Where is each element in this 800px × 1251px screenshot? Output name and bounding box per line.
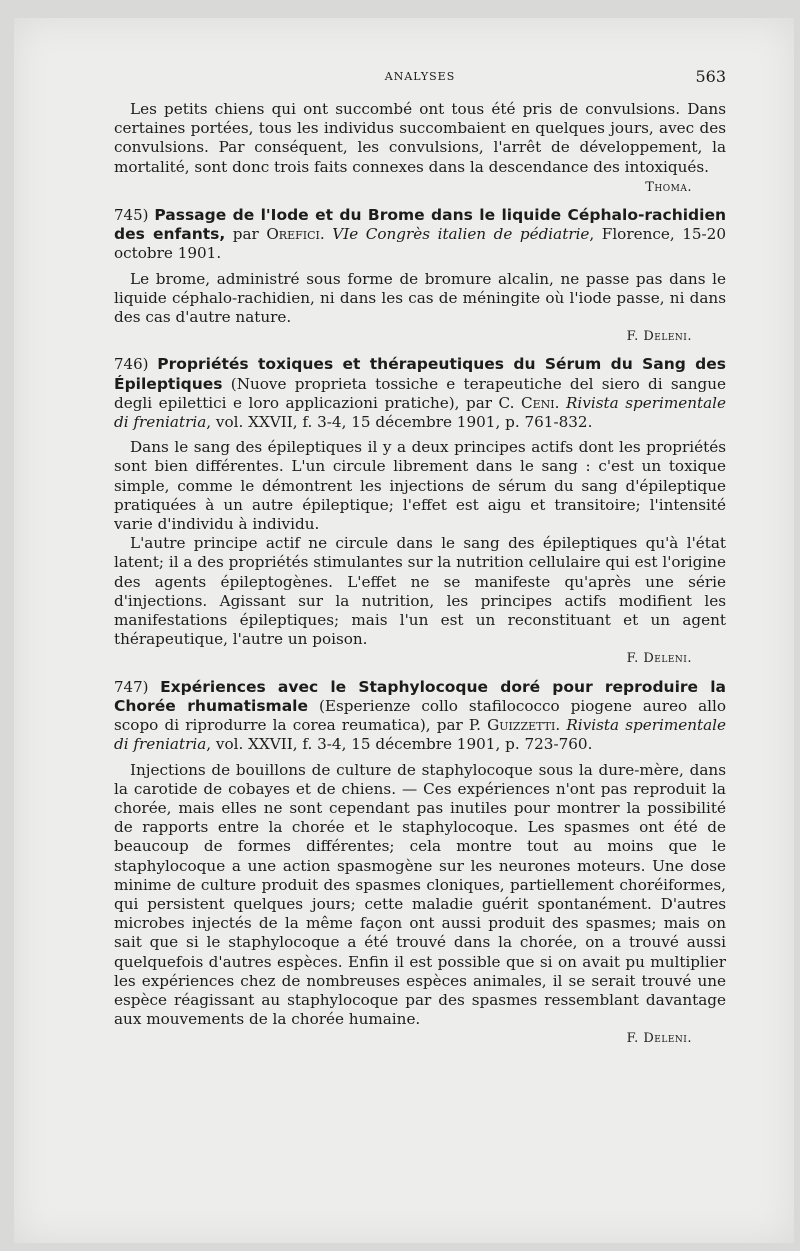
entry-title: Expériences avec le Staphylocoque doré pour reproduire la Chorée rhumatismale: [114, 677, 726, 715]
entry-746: [114, 355, 726, 668]
entry-author: Ceni: [521, 393, 555, 412]
entry-number: 745): [114, 206, 149, 225]
entry-ref-suffix: , vol. XXVII, f. 3-4, 15 décembre 1901, p. 723-760.: [206, 735, 593, 754]
entry-number: 747): [114, 677, 149, 696]
entry-ref-sep: .: [555, 716, 567, 735]
intro-signature: Thoma.: [645, 179, 692, 195]
entry-745: [114, 206, 726, 346]
entry-paragraph: Injections de bouillons de culture de staphylocoque sous la dure-mère, dans la carotide de cobayes et de chiens. — Ces expériences n'ont pas reproduit la chorée, mais elles ne sont cependant pas inutiles pour montrer la possibilité de rapports entre la chorée et le staphylocoque. Les spasmes ont été de beaucoup de formes différentes; cela montre tout au moins que le staphylocoque a une action spasmogène sur les neurones moteurs. Une dose minime de culture produit des spasmes cloniques, partiellement choréiformes, qui persistent quelques jours; cette maladie guérit spontanément. D'autres microbes injectés de la même façon ont aussi produit des spasmes; mais on sait que si le staphylocoque a été trouvé dans la chorée, on a trouvé aussi quelquefois d'autres espèces. Enfin il est possible que si on avait pu multiplier les expériences chez de nombreuses espèces animales, il se serait trouvé une espèce réagissant au staphylocoque par des spasmes ressemblant davantage aux mouvements de la chorée humaine.: [114, 760, 726, 1029]
entry-ref-suffix: , Florence, 15-20 octobre 1901.: [114, 225, 726, 263]
entry-ref-prefix: par: [225, 225, 267, 244]
entry-ref-sep: .: [554, 393, 566, 412]
entry-ref-prefix: (Nuove proprieta tossiche e terapeutiche del siero di sangue degli epilettici e loro applicazioni pratiche), par C.: [114, 374, 726, 412]
entry-paragraph: Dans le sang des épileptiques il y a deux principes actifs dont les propriétés sont bien différentes. L'un circule librement dans le sang : c'est un toxique simple, comme le démontrent les injections de sérum du sang d'épileptique pratiquées à un autre épileptique; l'effet est aigu et transitoire; l'intensité varie d'individu à individu.: [114, 438, 726, 534]
entry-747: [114, 678, 726, 1049]
entry-journal: VIe Congrès italien de pédiatrie: [332, 225, 590, 244]
signature-text: F. Deleni.: [626, 329, 692, 345]
page-content: [114, 100, 726, 1049]
entry-journal: Rivista sperimentale di freniatria: [114, 393, 726, 432]
page-number: 563: [695, 67, 726, 86]
entry-journal: Rivista sperimentale di freniatria: [114, 716, 726, 754]
signature-text: F. Deleni.: [626, 1031, 692, 1047]
entry-paragraph: L'autre principe actif ne circule dans le sang des épileptiques qu'à l'état latent; il a des propriétés stimulantes sur la nutrition cellulaire qui est l'origine des agents épileptogènes. L'effet ne se manifeste qu'après une série d'injections. Agissant sur la nutrition, les principes actifs modifient les manifestations épileptiques; mais l'un est un reconstituant et un agent thérapeutique, l'autre un poison.: [114, 534, 726, 649]
signature-text: F. Deleni.: [626, 651, 692, 667]
entry-heading: [114, 355, 726, 432]
entry-paragraph: Le brome, administré sous forme de bromure alcalin, ne passe pas dans le liquide céphalo-rachidien, ni dans les cas de méningite où l'iode passe, ni dans des cas d'autre nature.: [114, 269, 726, 327]
entry-heading: [114, 206, 726, 264]
entry-ref-prefix: (Esperienze collo stafilococco piogene aureo allo scopo di riprodurre la corea reumatica), par P.: [114, 696, 726, 735]
page: [14, 18, 794, 1243]
page-header: [114, 67, 726, 92]
entry-author: Orefici: [266, 225, 320, 244]
entry-ref-suffix: , vol. XXVII, f. 3-4, 15 décembre 1901, p. 761-832.: [206, 413, 593, 432]
entry-signature: [114, 327, 726, 346]
running-head: ANALYSES: [384, 70, 456, 83]
entry-number: 746): [114, 355, 149, 374]
entry-heading: [114, 678, 726, 755]
entry-title: Propriétés toxiques et thérapeutiques du Sérum du Sang des Épileptiques: [114, 355, 727, 393]
entry-signature: [114, 649, 726, 668]
entry-author: Guizzetti: [487, 716, 556, 735]
intro-paragraph: Les petits chiens qui ont succombé ont tous été pris de convulsions. Dans certaines portées, tous les individus succombaient en quelques jours, avec des convulsions. Par conséquent, les convulsions, l'arrêt de développement, la mortalité, sont donc trois faits connexes dans la descendance des intoxiqués.: [114, 100, 726, 176]
entry-signature: [114, 1029, 726, 1048]
entry-title: Passage de l'Iode et du Brome dans le liquide Céphalo-rachidien des enfants,: [114, 206, 726, 244]
entry-ref-sep: .: [319, 225, 333, 244]
